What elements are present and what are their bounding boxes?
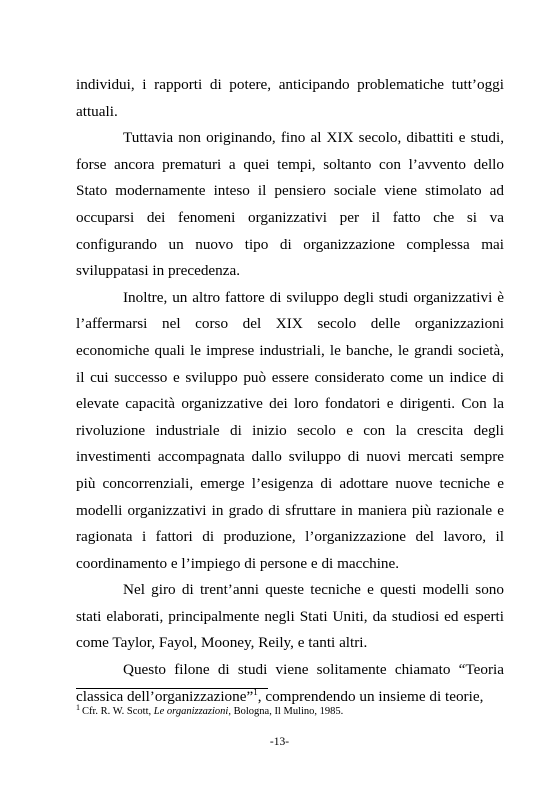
body-text bbox=[76, 72, 504, 710]
paragraph-3: Inoltre, un altro fattore di sviluppo degli studi organizzativi è l’affermarsi nel corso del XIX secolo delle organizzazioni economiche quali le imprese industriali, le banche, le grandi società, il cui successo e sviluppo può essere considerato come un indice di elevate capacità organizzative dei loro fondatori e dirigenti. Con la rivoluzione industriale di inizio secolo e con la crescita degli investimenti accompagnata dallo sviluppo di nuovi mercati sempre più concorrenziali, emerge l’esigenza di adottare nuove tecniche e modelli organizzativi in grado di sfruttare in maniera più razionale e ragionata i fattori di produzione, l’organizzazione del lavoro, il coordinamento e l’impiego di persone e di macchine. bbox=[76, 288, 504, 572]
paragraph-2: Tuttavia non originando, fino al XIX secolo, dibattiti e studi, forse ancora prematuri a quei tempi, soltanto con l’avvento dello Stato modernamente inteso il pensiero sociale viene stimolato ad occuparsi dei fenomeni organizzativi per il fatto che si va configurando un nuovo tipo di organizzazione complessa mai sviluppatasi in precedenza. bbox=[76, 129, 504, 280]
paragraph-5-text: Questo filone di studi viene solitamente chiamato “Teoria classica dell’organizzazione” bbox=[76, 661, 504, 705]
footnote-suffix: , Bologna, Il Mulino, 1985. bbox=[228, 706, 344, 717]
footnote-separator bbox=[76, 688, 268, 689]
footnote-book-title: Le organizzazioni bbox=[153, 706, 229, 717]
footnote-number: 1 bbox=[76, 702, 80, 712]
paragraph-4: Nel giro di trent’anni queste tecniche e questi modelli sono stati elaborati, principalmente negli Stati Uniti, da studiosi ed esperti come Taylor, Fayol, Mooney, Reily, e tanti altri. bbox=[76, 581, 504, 652]
paragraph-5 bbox=[76, 657, 504, 710]
footnote-reference[interactable]: 1 bbox=[253, 686, 258, 697]
page-number: -13- bbox=[269, 736, 290, 748]
paragraph-5-text-continued: , comprendendo un insieme di teorie, bbox=[257, 687, 484, 705]
footnote-prefix: Cfr. R. W. Scott, bbox=[82, 706, 154, 717]
footnote bbox=[76, 702, 504, 719]
paragraph-1: individui, i rapporti di potere, anticipando problematiche tutt’oggi attuali. bbox=[76, 76, 504, 120]
